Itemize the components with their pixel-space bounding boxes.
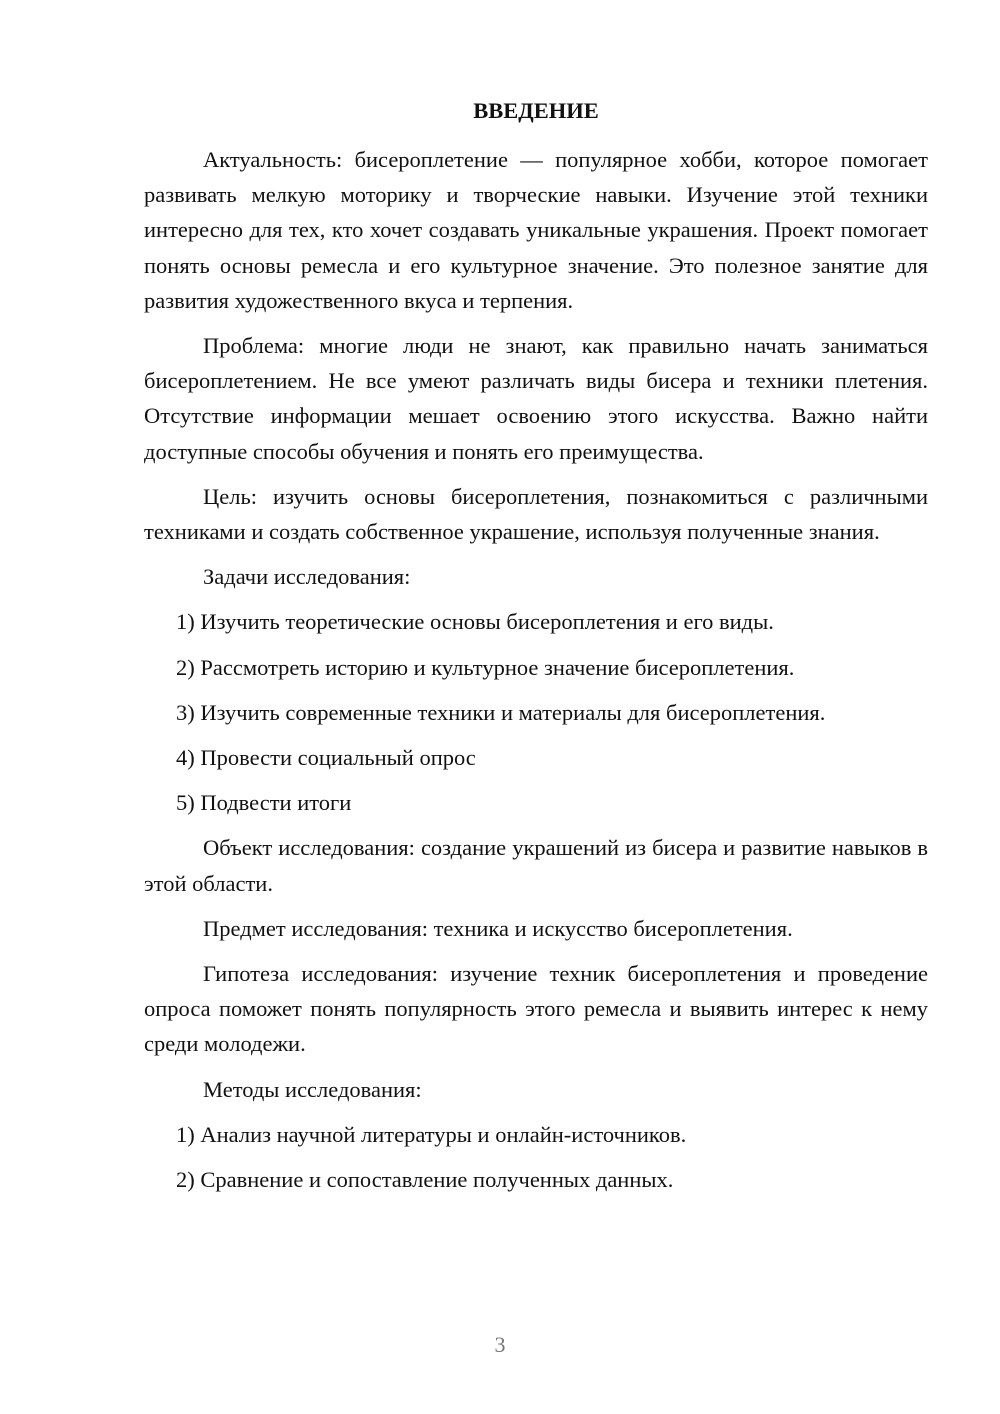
task-item: 5) Подвести итоги [176,790,352,816]
task-item: 3) Изучить современные техники и материалы для бисероплетения. [176,699,826,725]
method-item: 2) Сравнение и сопоставление полученных данных. [176,1167,674,1193]
goal-paragraph: Цель: изучить основы бисероплетения, познакомиться с различными техниками и создать собственное украшение, используя полученные знания. [144,483,928,545]
task-item: 4) Провести социальный опрос [176,745,476,771]
methods-list [144,1117,928,1197]
task-item: 2) Рассмотреть историю и культурное значение бисероплетения. [176,654,795,680]
hypothesis-paragraph: Гипотеза исследования: изучение техник бисероплетения и проведение опроса поможет понять популярность этого ремесла и выявить интерес к нему среди молодежи. [144,961,928,1057]
subject-paragraph: Предмет исследования: техника и искусство бисероплетения. [203,915,793,941]
document-title: ВВЕДЕНИЕ [473,98,599,123]
tasks-list [144,604,928,820]
relevance-paragraph: Актуальность: бисероплетение — популярное хобби, которое помогает развивать мелкую моторику и творческие навыки. Изучение этой техники интересно для тех, кто хочет создавать уникальные украшения. Проект помогает понять основы ремесла и его культурное значение. Это полезное занятие для развития художественного вкуса и терпения. [144,147,928,313]
tasks-heading: Задачи исследования: [203,564,411,590]
method-item: 1) Анализ научной литературы и онлайн-источников. [176,1121,687,1147]
problem-paragraph: Проблема: многие люди не знают, как правильно начать заниматься бисероплетением. Не все умеют различать виды бисера и техники плетения. Отсутствие информации мешает освоению этого искусства. Важно найти доступные способы обучения и понять его преимущества. [144,333,928,464]
task-item: 1) Изучить теоретические основы бисероплетения и его виды. [176,609,774,635]
page-number: 3 [494,1332,506,1357]
object-paragraph: Объект исследования: создание украшений из бисера и развитие навыков в этой области. [144,835,928,896]
document-page [144,92,928,1207]
methods-heading: Методы исследования: [203,1076,422,1102]
